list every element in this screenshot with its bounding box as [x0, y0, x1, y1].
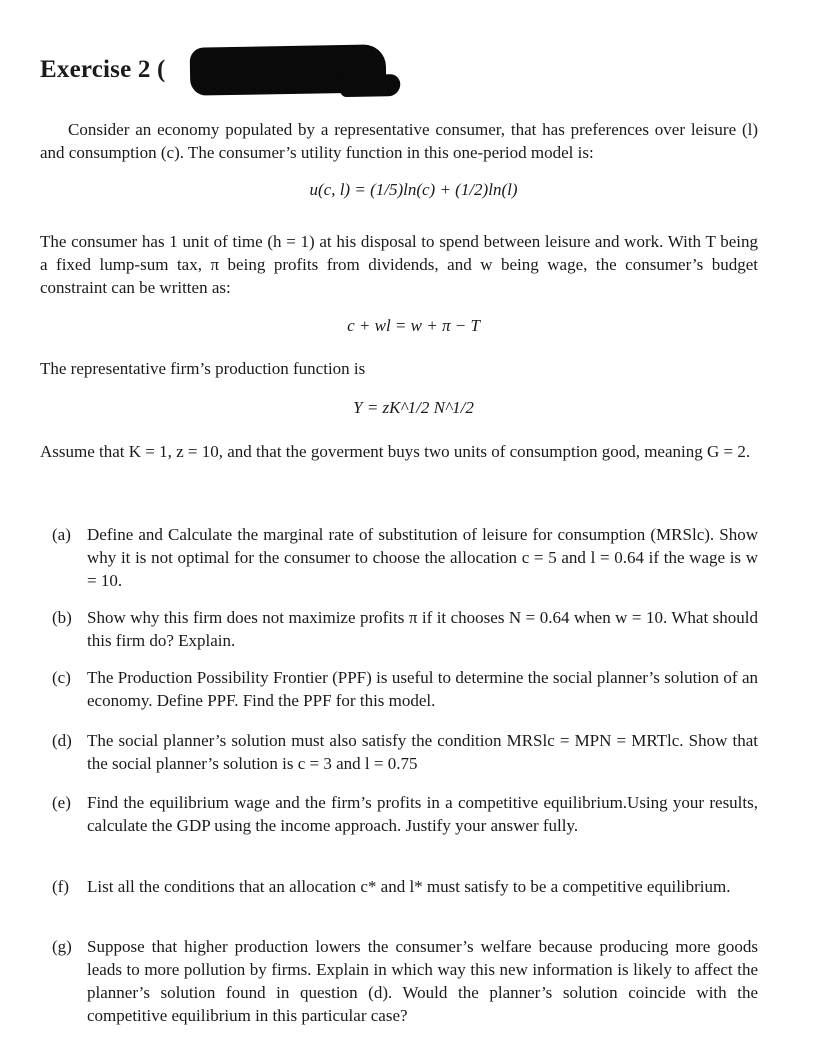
question-text: The Production Possibility Frontier (PPF) is useful to determine the social planner’s solution of an economy. Define PPF. Find the PPF for this model. [87, 668, 758, 710]
question-label: (c) [52, 668, 71, 687]
question-label: (b) [52, 608, 72, 627]
exercise-title: Exercise 2 ( [40, 56, 166, 83]
utility-equation: u(c, l) = (1/5)ln(c) + (1/2)ln(l) [309, 180, 518, 199]
question-label: (e) [52, 793, 71, 812]
budget-equation: c + wl = w + π − T [347, 316, 480, 335]
assumption-paragraph: Assume that K = 1, z = 10, and that the goverment buys two units of consumption good, meaning G = 2. [40, 442, 751, 461]
question-text: Find the equilibrium wage and the firm’s profits in a competitive equilibrium.Using your results, calculate the GDP using the income approach. Justify your answer fully. [87, 793, 758, 835]
question-label: (f) [52, 877, 69, 896]
question-label: (a) [52, 525, 71, 544]
production-equation: Y = zK^1/2 N^1/2 [353, 398, 474, 417]
question-text: Show why this firm does not maximize profits π if it chooses N = 0.64 when w = 10. What should this firm do? Explain. [87, 608, 758, 650]
question-label: (g) [52, 937, 72, 956]
redaction-mark [190, 44, 387, 95]
budget-paragraph: The consumer has 1 unit of time (h = 1) at his disposal to spend between leisure and work. With T being a fixed lump-sum tax, π being profits from dividends, and w being wage, the consumer’s budget constraint can be written as: [40, 232, 758, 297]
production-paragraph: The representative firm’s production function is [40, 359, 366, 378]
question-text: The social planner’s solution must also satisfy the condition MRSlc = MPN = MRTlc. Show that the social planner’s solution is c = 3 and l = 0.75 [87, 731, 758, 773]
question-text: List all the conditions that an allocation c* and l* must satisfy to be a competitive equilibrium. [87, 877, 731, 896]
question-text: Suppose that higher production lowers the consumer’s welfare because producing more goods leads to more pollution by firms. Explain in which way this new information is likely to affect the planner’s solution found in question (d). Would the planner’s solution coincide with the competitive equilibrium in this particular case? [87, 937, 758, 1025]
question-label: (d) [52, 731, 72, 750]
question-text: Define and Calculate the marginal rate of substitution of leisure for consumption (MRSlc). Show why it is not optimal for the consumer to choose the allocation c = 5 and l = 0.64 if the wage is w = 10. [87, 525, 758, 590]
intro-paragraph: Consider an economy populated by a representative consumer, that has preferences over leisure (l) and consumption (c). The consumer’s utility function in this one-period model is: [40, 120, 758, 162]
